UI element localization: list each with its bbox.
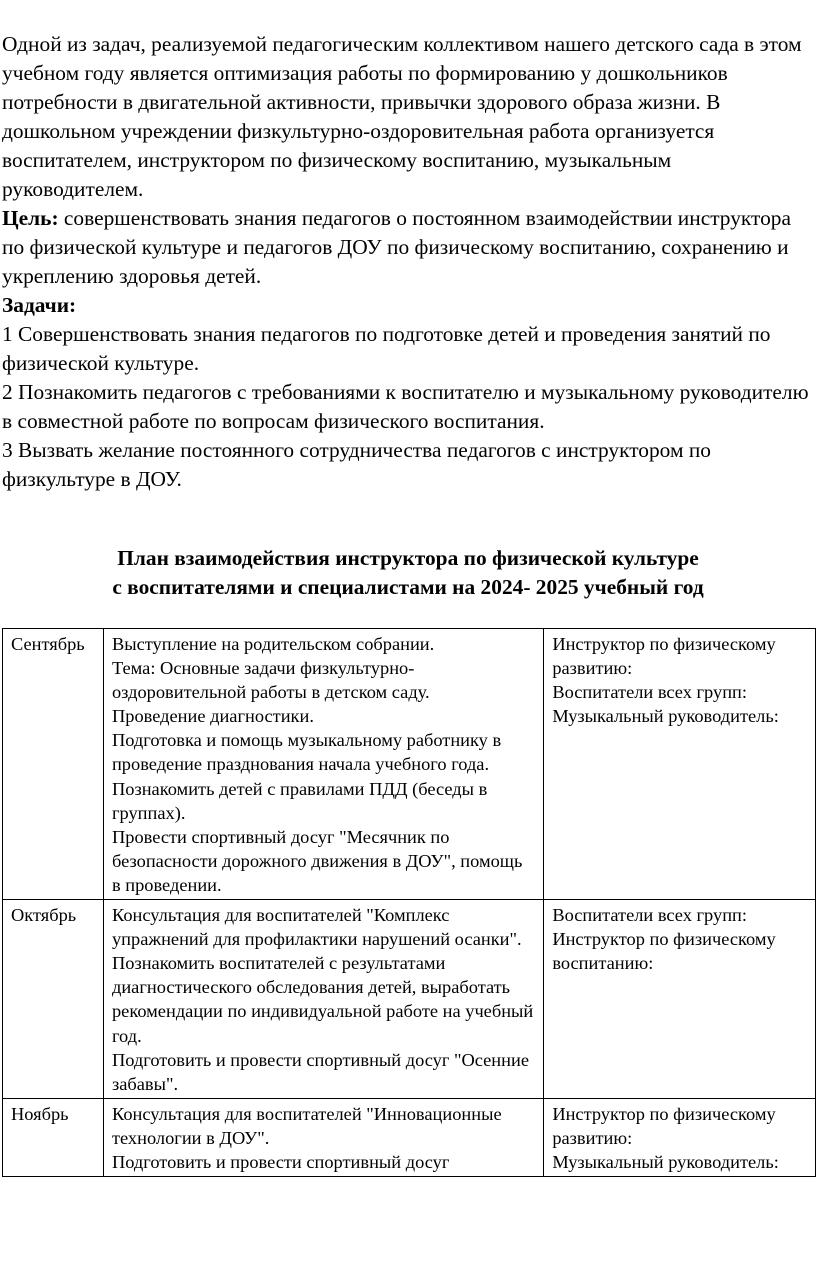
activity-line: Провести спортивный досуг "Месячник по безопасности дорожного движения в ДОУ", помощь в проведении.: [111, 826, 523, 895]
goal-paragraph: [2, 204, 814, 291]
task-item: 2 Познакомить педагогов с требованиями к воспитателю и музыкальному руководителю в совместной работе по вопросам физического воспитания.: [2, 380, 809, 433]
activity-line: Познакомить детей с правилами ПДД (беседы в группах).: [111, 778, 488, 823]
plan-table: [2, 628, 816, 1177]
plan-title-line: с воспитателями и специалистами на 2024- 2025 учебный год: [112, 575, 704, 599]
activities-cell: [103, 1098, 543, 1176]
responsible-line: Музыкальный руководитель:: [552, 1151, 779, 1172]
responsible-line: Инструктор по физическому воспитанию:: [552, 929, 776, 974]
activity-line: Подготовка и помощь музыкальному работнику в проведение празднования начала учебного года.: [111, 730, 502, 775]
goal-text: совершенствовать знания педагогов о постоянном взаимодействии инструктора по физической культуре и педагогов ДОУ по физическому воспитанию, сохранению и укреплению здоровья детей.: [2, 206, 791, 288]
activity-line: Тема: Основные задачи физкультурно-оздоровительной работы в детском саду.: [111, 658, 430, 703]
table-row: [3, 900, 816, 1099]
tasks-label: Задачи:: [2, 293, 77, 317]
goal-label: Цель:: [2, 206, 59, 230]
plan-title-line: План взаимодействия инструктора по физической культуре: [117, 546, 699, 570]
responsible-line: Воспитатели всех групп:: [552, 905, 748, 926]
activity-line: Познакомить воспитателей с результатами диагностического обследования детей, выработать: [111, 953, 511, 998]
task-item: 3 Вызвать желание постоянного сотрудничества педагогов с инструктором по физкультуре в ДОУ.: [2, 438, 712, 491]
month-cell: Октябрь: [3, 900, 104, 1099]
task-item: 1 Совершенствовать знания педагогов по подготовке детей и проведения занятий по физической культуре.: [2, 322, 771, 375]
responsible-cell: [544, 629, 816, 900]
month-cell: Сентябрь: [3, 629, 104, 900]
activity-line: Проведение диагностики.: [111, 706, 314, 727]
activity-line: рекомендации по индивидуальной работе на учебный год.: [111, 1001, 534, 1046]
plan-title: [0, 544, 816, 602]
activities-cell: [103, 629, 543, 900]
table-row: [3, 1098, 816, 1176]
responsible-line: Музыкальный руководитель:: [552, 706, 779, 727]
activity-line: Выступление на родительском собрании.: [111, 634, 435, 654]
activity-line: Консультация для воспитателей "Инновационные технологии в ДОУ".: [111, 1103, 502, 1148]
activity-line: Подготовить и провести спортивный досуг "Осенние забавы".: [111, 1049, 529, 1094]
responsible-cell: [544, 1098, 816, 1176]
activity-line: Подготовить и провести спортивный досуг: [111, 1151, 450, 1172]
intro-section: [2, 30, 814, 494]
responsible-line: Инструктор по физическому развитию:: [552, 634, 776, 679]
intro-paragraph: Одной из задач, реализуемой педагогическим коллективом нашего детского сада в этом учебном году является оптимизация работы по формированию у дошкольников потребности в двигательной активности, привычки здорового образа жизни. В дошкольном учреждении физкультурно-оздоровительная работа организуется воспитателем, инструктором по физическому воспитанию, музыкальным руководителем.: [2, 32, 802, 201]
activities-cell: [103, 900, 543, 1099]
responsible-cell: [544, 900, 816, 1099]
responsible-line: Воспитатели всех групп:: [552, 682, 748, 703]
activity-line: Консультация для воспитателей "Комплекс упражнений для профилактики нарушений осанки".: [111, 905, 522, 950]
month-cell: Ноябрь: [3, 1098, 104, 1176]
responsible-line: Инструктор по физическому развитию:: [552, 1103, 776, 1148]
table-row: [3, 629, 816, 900]
